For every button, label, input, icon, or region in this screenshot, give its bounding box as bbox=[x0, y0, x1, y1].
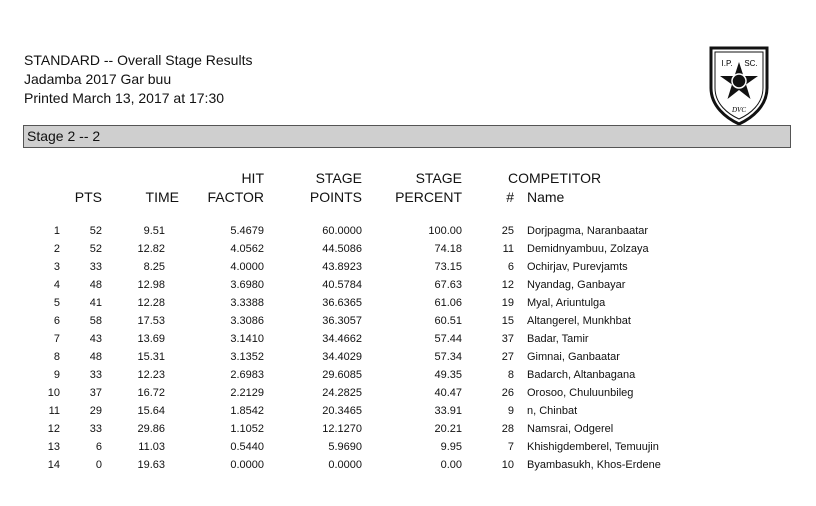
cell-stage-points: 43.8923 bbox=[322, 261, 362, 273]
cell-time: 12.82 bbox=[137, 243, 165, 255]
cell-competitor-name: Namsrai, Odgerel bbox=[527, 423, 614, 435]
cell-time: 15.31 bbox=[137, 351, 165, 363]
cell-hit-factor: 5.4679 bbox=[230, 225, 264, 237]
cell-pts: 33 bbox=[89, 369, 102, 381]
table-row bbox=[0, 402, 816, 420]
cell-stage-percent: 60.51 bbox=[434, 315, 462, 327]
cell-hit-factor: 1.8542 bbox=[230, 405, 264, 417]
cell-stage-percent: 73.15 bbox=[434, 261, 462, 273]
cell-stage-percent: 33.91 bbox=[434, 405, 462, 417]
cell-competitor-name: Orosoo, Chuluunbileg bbox=[527, 387, 634, 399]
table-row bbox=[0, 330, 816, 348]
col-stage-percent: PERCENT bbox=[395, 189, 462, 205]
cell-pts: 37 bbox=[89, 387, 102, 399]
cell-pts: 33 bbox=[89, 423, 102, 435]
cell-competitor-name: Nyandag, Ganbayar bbox=[527, 279, 626, 291]
results-table bbox=[0, 222, 816, 474]
cell-pts: 48 bbox=[89, 279, 102, 291]
cell-place: 6 bbox=[53, 315, 60, 327]
cell-competitor-number: 28 bbox=[501, 423, 514, 435]
cell-competitor-number: 6 bbox=[507, 261, 514, 273]
cell-stage-points: 34.4662 bbox=[322, 333, 362, 345]
logo-text-right: SC. bbox=[744, 59, 758, 68]
cell-stage-points: 24.2825 bbox=[322, 387, 362, 399]
logo-text-bottom: DVC bbox=[732, 106, 746, 114]
cell-hit-factor: 0.0000 bbox=[230, 459, 264, 471]
cell-competitor-name: n, Chinbat bbox=[527, 405, 578, 417]
cell-hit-factor: 3.3086 bbox=[230, 315, 264, 327]
col-competitor-name: Name bbox=[527, 189, 565, 205]
col-stage-points-top: STAGE bbox=[315, 170, 362, 186]
cell-competitor-name: Altangerel, Munkhbat bbox=[527, 315, 631, 327]
cell-competitor-number: 7 bbox=[507, 441, 514, 453]
cell-competitor-number: 8 bbox=[507, 369, 514, 381]
cell-competitor-number: 12 bbox=[501, 279, 514, 291]
table-row bbox=[0, 366, 816, 384]
table-row bbox=[0, 438, 816, 456]
cell-stage-percent: 100.00 bbox=[428, 225, 462, 237]
cell-competitor-number: 9 bbox=[507, 405, 514, 417]
cell-competitor-number: 10 bbox=[501, 459, 514, 471]
cell-pts: 43 bbox=[89, 333, 102, 345]
cell-pts: 33 bbox=[89, 261, 102, 273]
col-pts: PTS bbox=[74, 189, 102, 205]
cell-time: 9.51 bbox=[143, 225, 165, 237]
cell-stage-percent: 49.35 bbox=[434, 369, 462, 381]
col-hit: HIT bbox=[241, 170, 264, 186]
cell-competitor-name: Badar, Tamir bbox=[527, 333, 589, 345]
cell-place: 9 bbox=[53, 369, 60, 381]
cell-time: 12.23 bbox=[137, 369, 165, 381]
col-competitor-number: # bbox=[506, 189, 514, 205]
col-stage-percent-top: STAGE bbox=[415, 170, 462, 186]
cell-competitor-name: Demidnyambuu, Zolzaya bbox=[527, 243, 649, 255]
cell-hit-factor: 4.0000 bbox=[230, 261, 264, 273]
col-hit-factor: FACTOR bbox=[207, 189, 264, 205]
report-title: STANDARD -- Overall Stage Results bbox=[24, 52, 253, 68]
cell-hit-factor: 2.2129 bbox=[230, 387, 264, 399]
cell-hit-factor: 2.6983 bbox=[230, 369, 264, 381]
cell-stage-percent: 74.18 bbox=[434, 243, 462, 255]
cell-place: 11 bbox=[48, 405, 60, 417]
cell-hit-factor: 3.1410 bbox=[230, 333, 264, 345]
cell-place: 10 bbox=[47, 387, 60, 399]
cell-competitor-number: 25 bbox=[501, 225, 514, 237]
cell-stage-points: 60.0000 bbox=[322, 225, 362, 237]
col-stage-points: POINTS bbox=[309, 189, 362, 205]
cell-stage-points: 44.5086 bbox=[322, 243, 362, 255]
cell-stage-percent: 9.95 bbox=[440, 441, 462, 453]
cell-competitor-number: 27 bbox=[501, 351, 514, 363]
cell-competitor-number: 37 bbox=[501, 333, 514, 345]
cell-time: 12.98 bbox=[137, 279, 165, 291]
table-row bbox=[0, 258, 816, 276]
cell-stage-points: 12.1270 bbox=[322, 423, 362, 435]
cell-time: 11.03 bbox=[138, 441, 165, 453]
cell-competitor-number: 11 bbox=[502, 243, 514, 255]
cell-place: 8 bbox=[53, 351, 60, 363]
cell-hit-factor: 0.5440 bbox=[230, 441, 264, 453]
cell-competitor-name: Dorjpagma, Naranbaatar bbox=[527, 225, 649, 237]
match-name: Jadamba 2017 Gar buu bbox=[24, 71, 172, 87]
cell-stage-points: 29.6085 bbox=[322, 369, 362, 381]
cell-hit-factor: 3.3388 bbox=[230, 297, 264, 309]
cell-time: 15.64 bbox=[137, 405, 165, 417]
cell-time: 12.28 bbox=[137, 297, 165, 309]
cell-stage-percent: 61.06 bbox=[434, 297, 462, 309]
cell-competitor-number: 26 bbox=[501, 387, 514, 399]
cell-competitor-name: Khishigdemberel, Temuujin bbox=[527, 441, 659, 453]
cell-competitor-number: 15 bbox=[501, 315, 514, 327]
col-competitor: COMPETITOR bbox=[508, 170, 602, 186]
cell-place: 7 bbox=[53, 333, 60, 345]
cell-hit-factor: 3.6980 bbox=[230, 279, 264, 291]
table-row bbox=[0, 456, 816, 474]
logo-text-left: I.P. bbox=[721, 59, 733, 68]
cell-stage-points: 5.9690 bbox=[328, 441, 362, 453]
cell-stage-percent: 57.34 bbox=[434, 351, 462, 363]
cell-competitor-name: Myal, Ariuntulga bbox=[527, 297, 606, 309]
col-time: TIME bbox=[145, 189, 179, 205]
cell-pts: 52 bbox=[89, 225, 102, 237]
cell-pts: 52 bbox=[89, 243, 102, 255]
cell-pts: 29 bbox=[89, 405, 102, 417]
cell-pts: 6 bbox=[95, 441, 102, 453]
table-row bbox=[0, 222, 816, 240]
cell-place: 3 bbox=[53, 261, 60, 273]
cell-time: 19.63 bbox=[137, 459, 165, 471]
cell-stage-points: 36.6365 bbox=[322, 297, 362, 309]
cell-stage-points: 0.0000 bbox=[328, 459, 362, 471]
cell-place: 12 bbox=[47, 423, 60, 435]
cell-stage-percent: 20.21 bbox=[434, 423, 462, 435]
cell-stage-points: 40.5784 bbox=[322, 279, 362, 291]
cell-competitor-number: 19 bbox=[501, 297, 514, 309]
cell-stage-points: 20.3465 bbox=[322, 405, 362, 417]
cell-place: 14 bbox=[47, 459, 60, 471]
table-row bbox=[0, 294, 816, 312]
table-row bbox=[0, 276, 816, 294]
cell-time: 17.53 bbox=[137, 315, 165, 327]
stage-header-bar: Stage 2 -- 2 bbox=[23, 125, 791, 148]
table-row bbox=[0, 384, 816, 402]
cell-stage-points: 34.4029 bbox=[322, 351, 362, 363]
cell-place: 1 bbox=[53, 225, 60, 237]
cell-stage-points: 36.3057 bbox=[322, 315, 362, 327]
table-row bbox=[0, 420, 816, 438]
cell-hit-factor: 1.1052 bbox=[230, 423, 264, 435]
cell-place: 2 bbox=[53, 243, 60, 255]
cell-place: 5 bbox=[53, 297, 60, 309]
cell-place: 4 bbox=[53, 279, 60, 291]
cell-competitor-name: Byambasukh, Khos-Erdene bbox=[527, 459, 661, 471]
cell-pts: 0 bbox=[95, 459, 102, 471]
cell-place: 13 bbox=[47, 441, 60, 453]
printed-date: Printed March 13, 2017 at 17:30 bbox=[24, 90, 225, 106]
table-row bbox=[0, 312, 816, 330]
cell-time: 8.25 bbox=[143, 261, 165, 273]
cell-pts: 58 bbox=[89, 315, 102, 327]
table-row bbox=[0, 348, 816, 366]
cell-stage-percent: 57.44 bbox=[434, 333, 462, 345]
cell-competitor-name: Badarch, Altanbagana bbox=[527, 369, 636, 381]
cell-pts: 48 bbox=[89, 351, 102, 363]
cell-time: 29.86 bbox=[137, 423, 165, 435]
cell-pts: 41 bbox=[89, 297, 102, 309]
cell-time: 16.72 bbox=[137, 387, 165, 399]
cell-competitor-name: Gimnai, Ganbaatar bbox=[527, 351, 620, 363]
cell-stage-percent: 67.63 bbox=[434, 279, 462, 291]
table-row bbox=[0, 240, 816, 258]
cell-hit-factor: 3.1352 bbox=[230, 351, 264, 363]
ipsc-shield-star-icon bbox=[708, 44, 770, 126]
cell-stage-percent: 0.00 bbox=[440, 459, 462, 471]
cell-stage-percent: 40.47 bbox=[434, 387, 462, 399]
cell-hit-factor: 4.0562 bbox=[230, 243, 264, 255]
cell-time: 13.69 bbox=[137, 333, 165, 345]
cell-competitor-name: Ochirjav, Purevjamts bbox=[527, 261, 628, 273]
